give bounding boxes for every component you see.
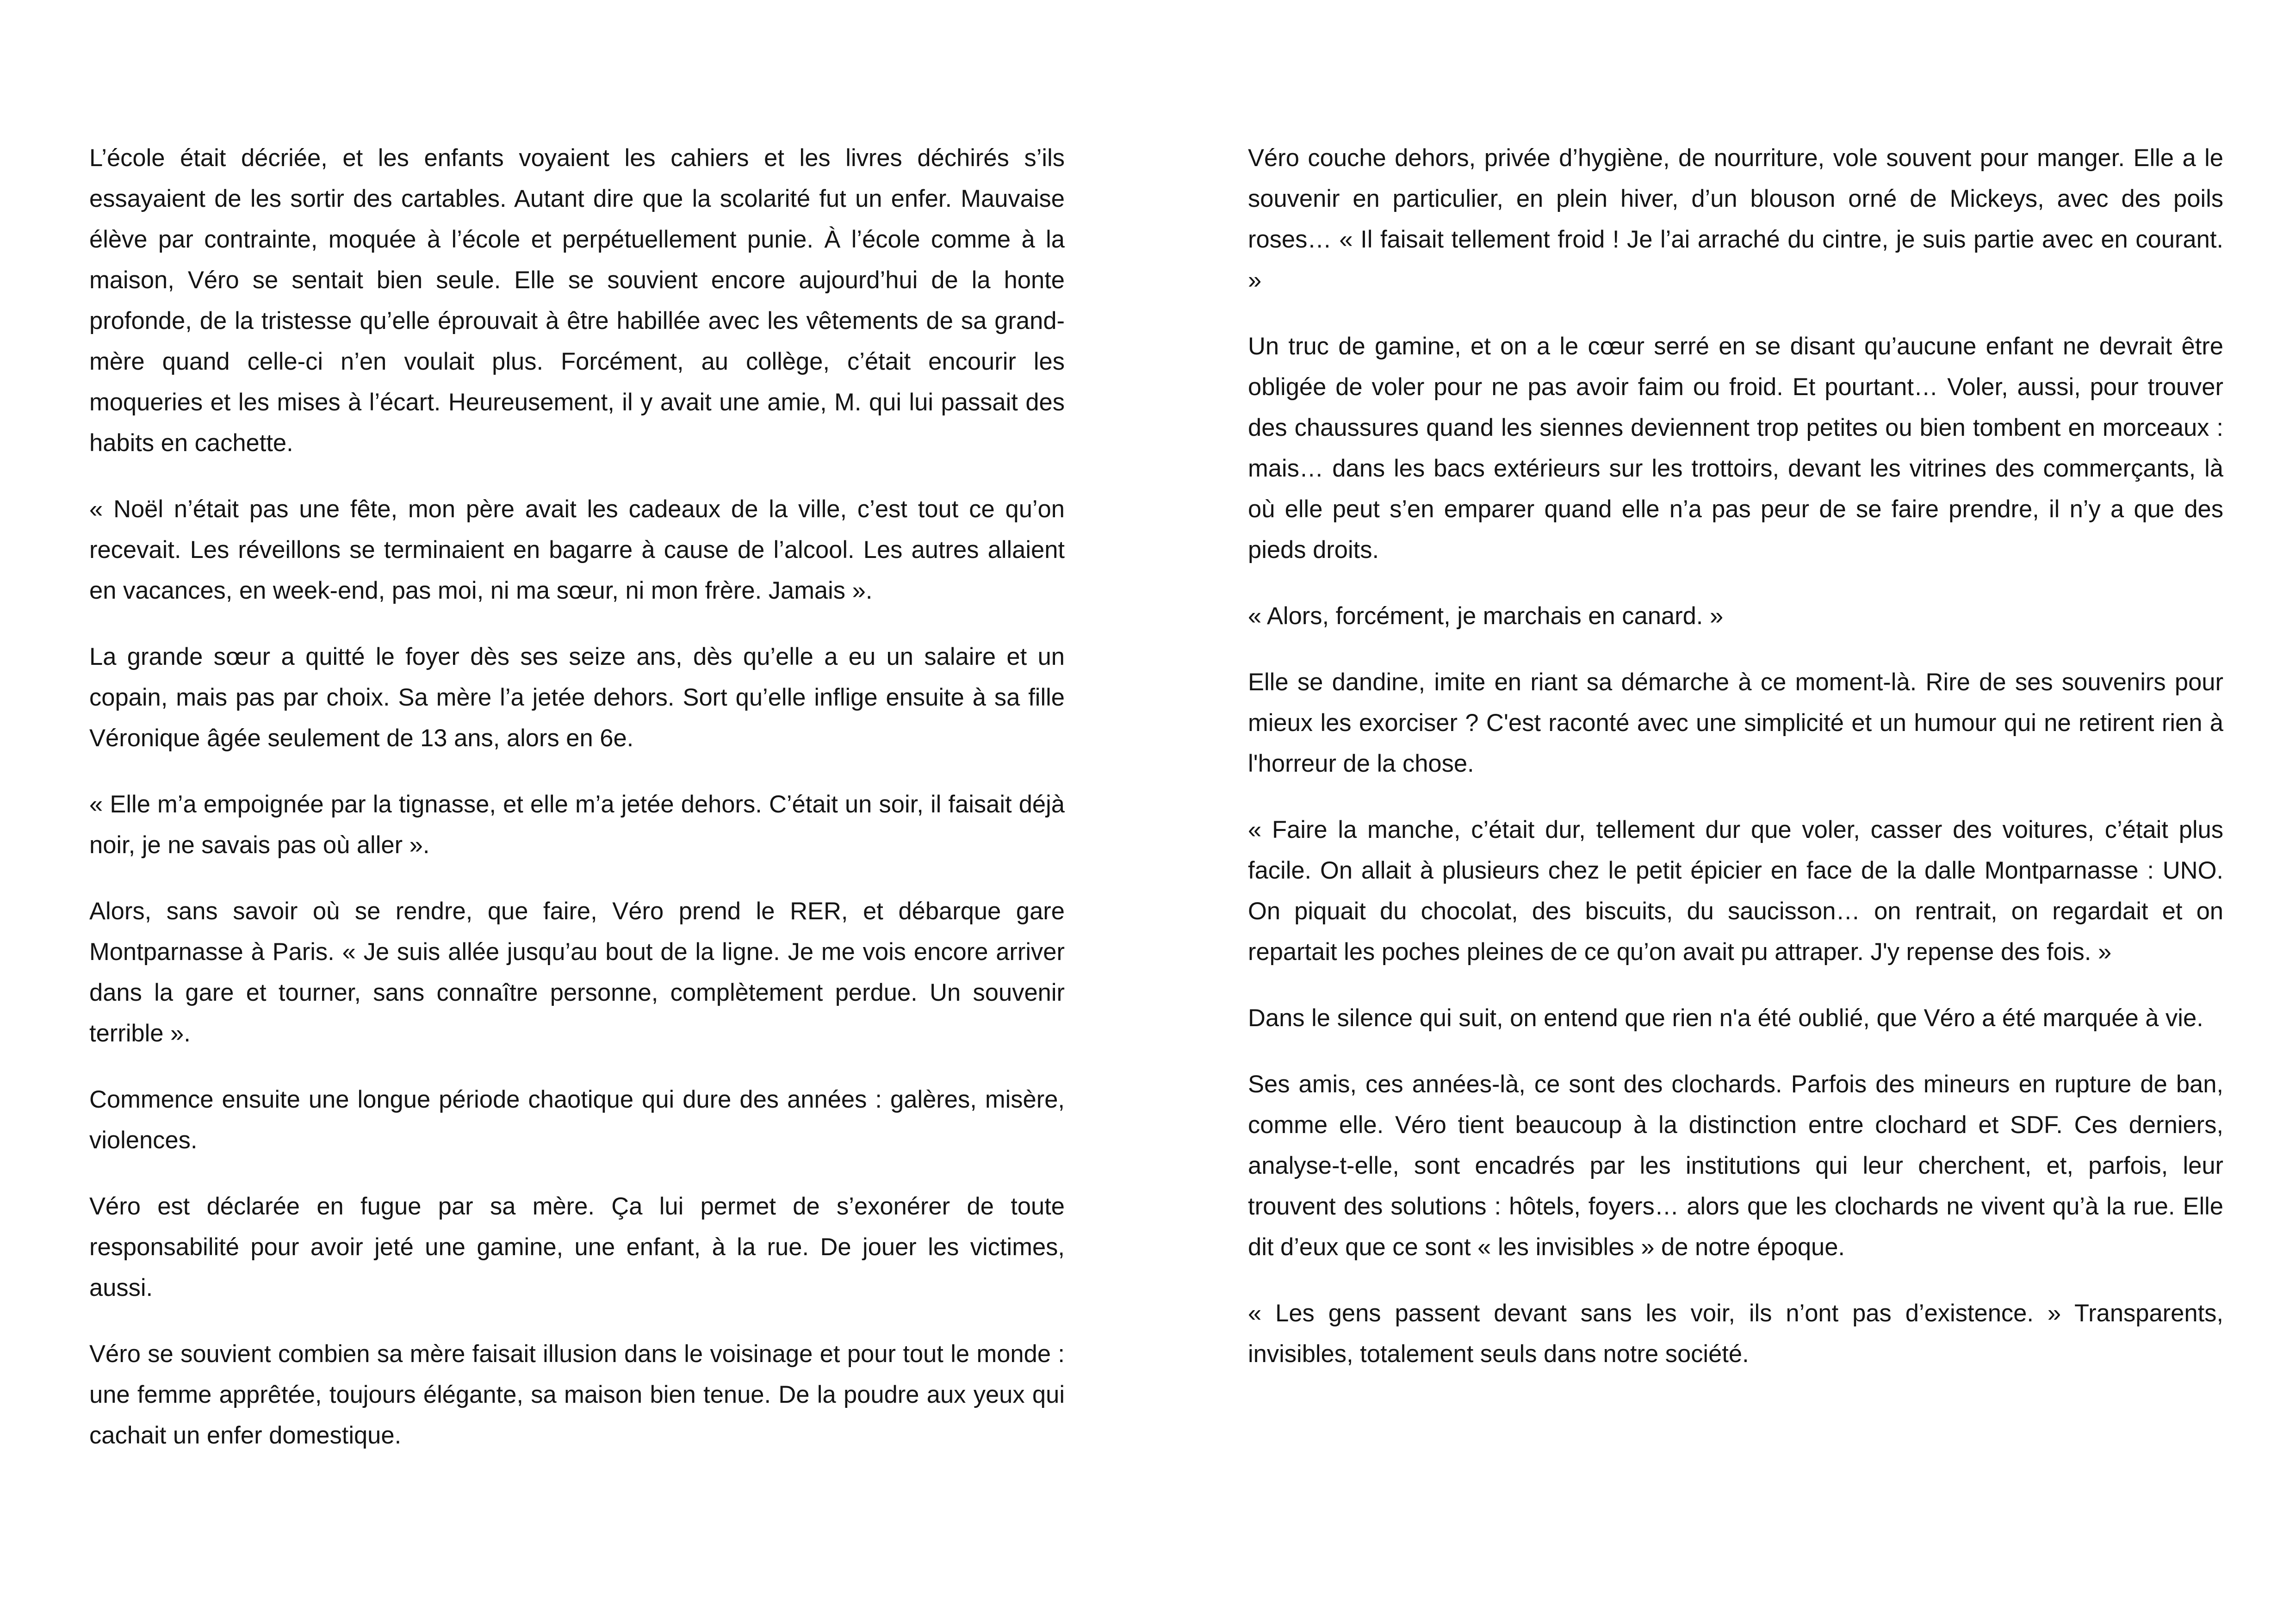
right-page-column [1248,138,2223,1400]
paragraph: La grande sœur a quitté le foyer dès ses seize ans, dès qu’elle a eu un salaire et un copain, mais pas par choix. Sa mère l’a jetée dehors. Sort qu’elle inflige ensuite à sa fille Véronique âgée seulement de 13 ans, alors en 6e. [89,643,1065,752]
paragraph: « Elle m’a empoignée par la tignasse, et elle m’a jetée dehors. C’était un soir, il faisait déjà noir, je ne savais pas où aller ». [89,791,1065,859]
paragraph: Un truc de gamine, et on a le cœur serré en se disant qu’aucune enfant ne devrait être obligée de voler pour ne pas avoir faim ou froid. Et pourtant… Voler, aussi, pour trouver des chaussures quand les siennes deviennent trop petites ou bien tombent en morceaux : mais… dans les bacs extérieurs sur les trottoirs, devant les vitrines des commerçants, là où elle peut s’en emparer quand elle n’a pas peur de se faire prendre, il n’y a que des pieds droits. [1248,333,2223,564]
left-page-column [89,138,1065,1481]
paragraph: Ses amis, ces années-là, ce sont des clochards. Parfois des mineurs en rupture de ban, comme elle. Véro tient beaucoup à la distinction entre clochard et SDF. Ces derniers, analyse-t-elle, sont encadrés par les institutions qui leur cherchent, et, parfois, leur trouvent des solutions : hôtels, foyers… alors que les clochards ne vivent qu’à la rue. Elle dit d’eux que ce sont « les invisibles » de notre époque. [1248,1071,2223,1261]
paragraph: Véro est déclarée en fugue par sa mère. Ça lui permet de s’exonérer de toute responsabilité pour avoir jeté une gamine, une enfant, à la rue. De jouer les victimes, aussi. [89,1193,1065,1301]
paragraph: Dans le silence qui suit, on entend que rien n'a été oublié, que Véro a été marquée à vie. [1248,1004,2203,1032]
paragraph: Véro couche dehors, privée d’hygiène, de nourriture, vole souvent pour manger. Elle a le souvenir en particulier, en plein hiver, d’un blouson orné de Mickeys, avec des poils roses… « Il faisait tellement froid ! Je l’ai arraché du cintre, je suis partie avec en courant. » [1248,144,2223,294]
paragraph: « Les gens passent devant sans les voir, ils n’ont pas d’existence. » Transparents, invisibles, totalement seuls dans notre société. [1248,1300,2223,1368]
paragraph: « Alors, forcément, je marchais en canard. » [1248,602,1724,630]
paragraph: Alors, sans savoir où se rendre, que faire, Véro prend le RER, et débarque gare Montparnasse à Paris. « Je suis allée jusqu’au bout de la ligne. Je me vois encore arriver dans la gare et tourner, sans connaître personne, complètement perdue. Un souvenir terrible ». [89,898,1065,1047]
paragraph: « Noël n’était pas une fête, mon père avait les cadeaux de la ville, c’est tout ce qu’on recevait. Les réveillons se terminaient en bagarre à cause de l’alcool. Les autres allaient en vacances, en week-end, pas moi, ni ma sœur, ni mon frère. Jamais ». [89,496,1065,604]
paragraph: « Faire la manche, c’était dur, tellement dur que voler, casser des voitures, c’était plus facile. On allait à plusieurs chez le petit épicier en face de la dalle Montparnasse : UNO. On piquait du chocolat, des biscuits, du saucisson… on rentrait, on regardait et on repartait les poches pleines de ce qu’on avait pu attraper. J'y repense des fois. » [1248,816,2223,966]
paragraph: Elle se dandine, imite en riant sa démarche à ce moment-là. Rire de ses souvenirs pour mieux les exorciser ? C'est raconté avec une simplicité et un humour qui ne retirent rien à l'horreur de la chose. [1248,669,2223,777]
paragraph: Commence ensuite une longue période chaotique qui dure des années : galères, misère, violences. [89,1086,1065,1154]
paragraph: Véro se souvient combien sa mère faisait illusion dans le voisinage et pour tout le monde : une femme apprêtée, toujours élégante, sa maison bien tenue. De la poudre aux yeux qui cachait un enfer domestique. [89,1340,1065,1449]
paragraph: L’école était décriée, et les enfants voyaient les cahiers et les livres déchirés s’ils essayaient de les sortir des cartables. Autant dire que la scolarité fut un enfer. Mauvaise élève par contrainte, moquée à l’école et perpétuellement punie. À l’école comme à la maison, Véro se sentait bien seule. Elle se souvient encore aujourd’hui de la honte profonde, de la tristesse qu’elle éprouvait à être habillée avec les vêtements de sa grand-mère quand celle-ci n’en voulait plus. Forcément, au collège, c’était encourir les moqueries et les mises à l’écart. Heureusement, il y avait une amie, M. qui lui passait des habits en cachette. [89,144,1065,457]
